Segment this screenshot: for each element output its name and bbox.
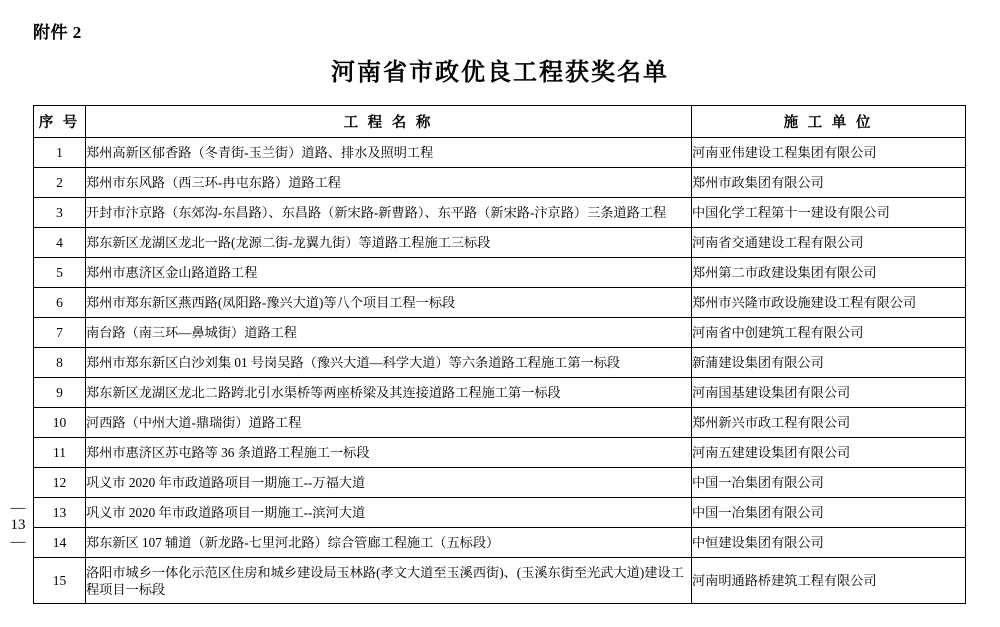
cell-construction-unit: 中恒建设集团有限公司 (692, 528, 966, 558)
cell-construction-unit: 郑州市兴隆市政设施建设工程有限公司 (692, 288, 966, 318)
table-header (34, 106, 966, 138)
table-row (34, 138, 966, 168)
cell-construction-unit: 新蒲建设集团有限公司 (692, 348, 966, 378)
cell-project-name: 河西路（中州大道-鼎瑞街）道路工程 (86, 408, 692, 438)
table-row (34, 558, 966, 604)
table-body (34, 138, 966, 604)
cell-construction-unit: 郑州市政集团有限公司 (692, 168, 966, 198)
cell-construction-unit: 河南省中创建筑工程有限公司 (692, 318, 966, 348)
cell-index: 3 (34, 198, 86, 228)
page-title: 河南省市政优良工程获奖名单 (331, 60, 669, 86)
cell-index: 10 (34, 408, 86, 438)
cell-index: 14 (34, 528, 86, 558)
cell-project-name: 郑东新区龙湖区龙北二路跨北引水渠桥等两座桥梁及其连接道路工程施工第一标段 (86, 378, 692, 408)
award-list-table (33, 105, 966, 604)
cell-construction-unit: 郑州新兴市政工程有限公司 (692, 408, 966, 438)
cell-project-name: 郑州市郑东新区燕西路(凤阳路-豫兴大道)等八个项目工程一标段 (86, 288, 692, 318)
cell-index: 7 (34, 318, 86, 348)
table-row (34, 168, 966, 198)
column-header-construction-unit: 施 工 单 位 (692, 106, 966, 138)
table-row (34, 378, 966, 408)
column-header-index: 序 号 (34, 106, 86, 138)
page-number-text: — 13 — (10, 500, 26, 550)
cell-index: 9 (34, 378, 86, 408)
table-row (34, 438, 966, 468)
cell-construction-unit: 河南亚伟建设工程集团有限公司 (692, 138, 966, 168)
table-row (34, 528, 966, 558)
cell-index: 11 (34, 438, 86, 468)
page-number (6, 500, 30, 551)
cell-construction-unit: 河南省交通建设工程有限公司 (692, 228, 966, 258)
cell-index: 5 (34, 258, 86, 288)
cell-construction-unit: 中国一冶集团有限公司 (692, 468, 966, 498)
cell-project-name: 开封市汴京路（东郊沟-东昌路）、东昌路（新宋路-新曹路）、东平路（新宋路-汴京路）三条道路工程 (86, 198, 692, 228)
table-row (34, 318, 966, 348)
table-row (34, 288, 966, 318)
table-row (34, 258, 966, 288)
cell-index: 4 (34, 228, 86, 258)
table-row (34, 228, 966, 258)
table-row (34, 408, 966, 438)
table-row (34, 348, 966, 378)
cell-construction-unit: 郑州第二市政建设集团有限公司 (692, 258, 966, 288)
cell-project-name: 郑州市东风路（西三环-冉屯东路）道路工程 (86, 168, 692, 198)
cell-index: 1 (34, 138, 86, 168)
cell-project-name: 郑州市惠济区金山路道路工程 (86, 258, 692, 288)
cell-project-name: 郑州市郑东新区白沙刘集 01 号岗吴路（豫兴大道—科学大道）等六条道路工程施工第一标段 (86, 348, 692, 378)
cell-project-name: 郑东新区 107 辅道（新龙路-七里河北路）综合管廊工程施工（五标段） (86, 528, 692, 558)
cell-index: 8 (34, 348, 86, 378)
cell-construction-unit: 河南明通路桥建筑工程有限公司 (692, 558, 966, 604)
column-header-project-name: 工 程 名 称 (86, 106, 692, 138)
cell-index: 6 (34, 288, 86, 318)
cell-construction-unit: 河南国基建设集团有限公司 (692, 378, 966, 408)
cell-project-name: 郑东新区龙湖区龙北一路(龙源二街-龙翼九街）等道路工程施工三标段 (86, 228, 692, 258)
table-row (34, 468, 966, 498)
cell-index: 13 (34, 498, 86, 528)
table-header-row (34, 106, 966, 138)
cell-project-name: 郑州高新区郁香路（冬青街-玉兰街）道路、排水及照明工程 (86, 138, 692, 168)
cell-construction-unit: 河南五建建设集团有限公司 (692, 438, 966, 468)
cell-construction-unit: 中国一冶集团有限公司 (692, 498, 966, 528)
table-row (34, 498, 966, 528)
cell-index: 2 (34, 168, 86, 198)
table-row (34, 198, 966, 228)
cell-project-name: 南台路（南三环—鼻城街）道路工程 (86, 318, 692, 348)
cell-project-name: 巩义市 2020 年市政道路项目一期施工--万福大道 (86, 468, 692, 498)
cell-index: 12 (34, 468, 86, 498)
attachment-label: 附件 2 (33, 23, 82, 42)
cell-project-name: 巩义市 2020 年市政道路项目一期施工--滨河大道 (86, 498, 692, 528)
cell-index: 15 (34, 558, 86, 604)
cell-project-name: 郑州市惠济区苏屯路等 36 条道路工程施工一标段 (86, 438, 692, 468)
cell-construction-unit: 中国化学工程第十一建设有限公司 (692, 198, 966, 228)
cell-project-name: 洛阳市城乡一体化示范区住房和城乡建设局玉林路(孝文大道至玉溪西街)、(玉溪东街至光武大道)建设工程项目一标段 (86, 558, 692, 604)
